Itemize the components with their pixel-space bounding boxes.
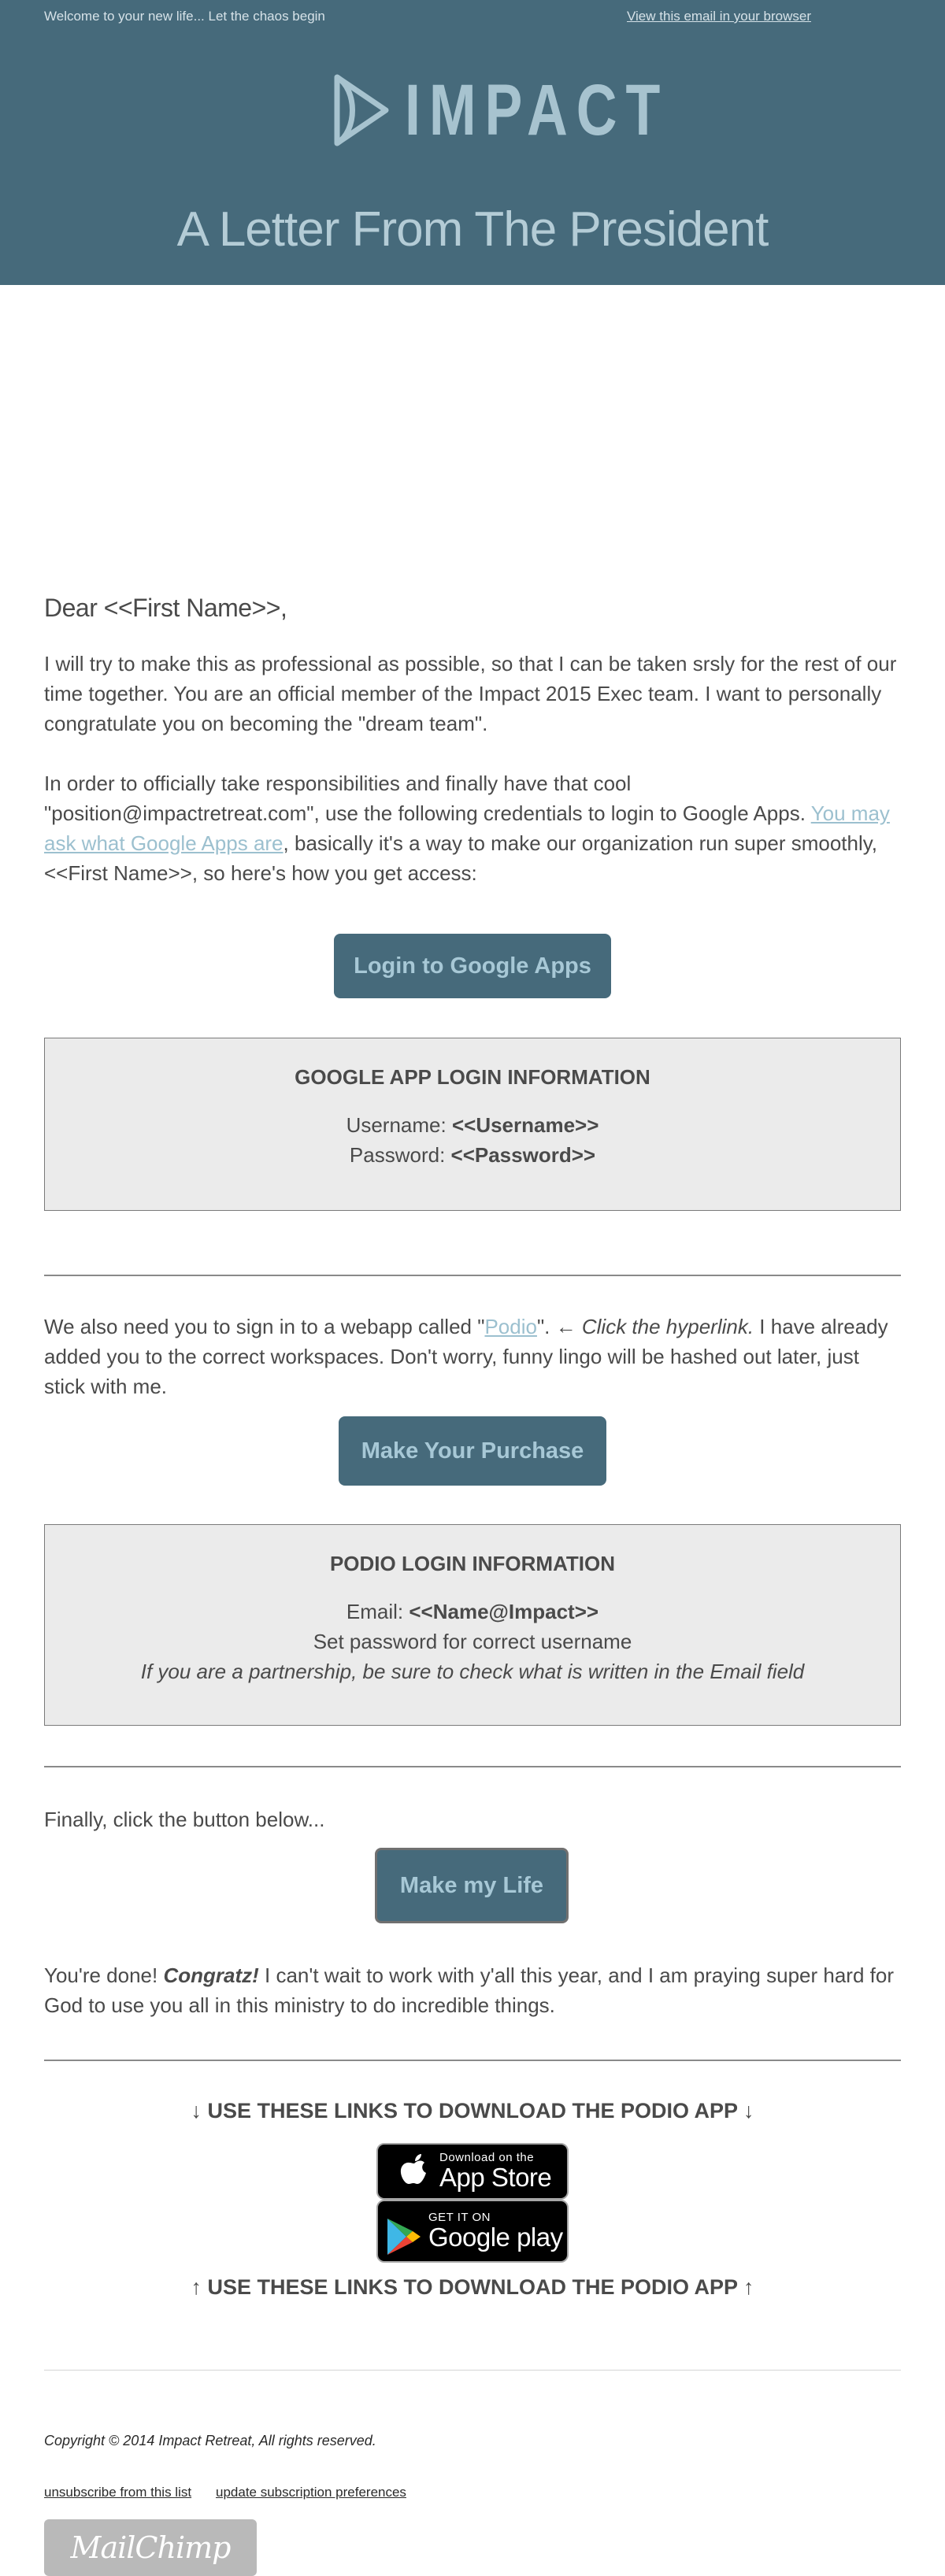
done-paragraph — [44, 1960, 902, 2020]
password-value: <<Password>> — [450, 1143, 596, 1167]
finally-text: Finally, click the button below... — [44, 1808, 325, 1831]
podio-link[interactable]: Podio — [484, 1315, 537, 1338]
mailchimp-logo-text: MailChimp — [70, 2530, 231, 2565]
username-value: <<Username>> — [451, 1113, 599, 1137]
email-value: <<Name@Impact>> — [409, 1600, 599, 1623]
google-apps-link[interactable]: You may ask what Google Apps are — [44, 801, 890, 855]
impact-logo — [331, 72, 743, 148]
download-heading-top: ↓ USE THESE LINKS TO DOWNLOAD THE PODIO APP ↓ — [191, 2099, 754, 2123]
email-header — [0, 0, 945, 285]
credentials-paragraph — [44, 768, 902, 888]
done-text: You're done! — [44, 1963, 164, 1987]
podio-login-info-box — [44, 1524, 901, 1726]
footer-divider — [44, 2370, 901, 2371]
podio-italic-note: Click the hyperlink. — [581, 1315, 754, 1338]
mailchimp-badge[interactable] — [44, 2519, 257, 2576]
podio-text-arrow: ". ← — [536, 1315, 582, 1338]
google-login-info-box — [44, 1038, 901, 1211]
make-purchase-button[interactable]: Make Your Purchase — [339, 1416, 606, 1486]
partnership-note: If you are a partnership, be sure to check what is written in the Email field — [140, 1660, 805, 1683]
google-play-badge[interactable] — [376, 2200, 569, 2263]
google-play-small-text: GET IT ON — [428, 2211, 491, 2224]
done-rest-text: I can't wait to work with y'all this year, and I am praying super hard for God to use you all in this ministry to do incredible things. — [44, 1963, 894, 2017]
intro-paragraph: I will try to make this as professional as possible, so that I can be taken srsly for the rest of our time together. You are an official member of the Impact 2015 Exec team. I want to personally congratulate you on becoming the "dream team". — [44, 652, 897, 735]
app-store-badge[interactable] — [376, 2143, 569, 2200]
app-store-text — [439, 2152, 551, 2191]
unsubscribe-link[interactable]: unsubscribe from this list — [44, 2485, 192, 2500]
email-line — [45, 1597, 900, 1627]
set-password-line: Set password for correct username — [313, 1630, 632, 1653]
username-line — [45, 1110, 900, 1140]
logo-text: IMPACT — [405, 70, 669, 150]
app-store-big-text: App Store — [439, 2163, 552, 2192]
podio-paragraph — [44, 1312, 902, 1401]
preheader-text: Welcome to your new life... Let the chaos begin — [44, 9, 325, 24]
divider — [44, 2060, 901, 2061]
credentials-text-after: , basically it's a way to make our organization run super smoothly, <<First Name>>, so here's how you get access: — [44, 831, 878, 885]
password-line — [45, 1140, 900, 1170]
divider — [44, 1275, 901, 1276]
page-title: A Letter From The President — [176, 202, 769, 257]
email-label: Email: — [346, 1600, 410, 1623]
podio-login-info-title: PODIO LOGIN INFORMATION — [329, 1552, 616, 1575]
credentials-text-before: In order to officially take responsibilities and finally have that cool "position@impactretreat.com", use the following credentials to login to Google Apps. — [44, 772, 811, 825]
username-label: Username: — [346, 1113, 452, 1137]
podio-text-rest: I have already added you to the correct workspaces. Don't worry, funny lingo will be hashed out later, just stick with me. — [44, 1315, 888, 1398]
greeting: Dear <<First Name>>, — [44, 594, 287, 622]
podio-text-before: We also need you to sign in to a webapp called " — [44, 1315, 485, 1338]
login-google-apps-button[interactable]: Login to Google Apps — [334, 934, 611, 998]
make-my-life-button[interactable]: Make my Life — [375, 1848, 569, 1923]
view-in-browser-link[interactable]: View this email in your browser — [627, 9, 811, 24]
download-heading-bottom: ↑ USE THESE LINKS TO DOWNLOAD THE PODIO APP ↑ — [191, 2275, 754, 2299]
google-play-big-text: Google play — [428, 2223, 563, 2252]
copyright-text: Copyright © 2014 Impact Retreat, All rights reserved. — [44, 2433, 376, 2448]
google-play-text — [428, 2211, 563, 2251]
app-store-small-text: Download on the — [439, 2151, 535, 2164]
google-login-info-title: GOOGLE APP LOGIN INFORMATION — [295, 1065, 650, 1089]
password-label: Password: — [349, 1143, 451, 1167]
impact-logo-icon — [331, 72, 391, 148]
apple-icon — [398, 2152, 430, 2190]
google-play-icon — [384, 2217, 422, 2256]
divider — [44, 1766, 901, 1767]
congratz-text: Congratz! — [163, 1963, 259, 1987]
update-preferences-link[interactable]: update subscription preferences — [216, 2485, 406, 2500]
